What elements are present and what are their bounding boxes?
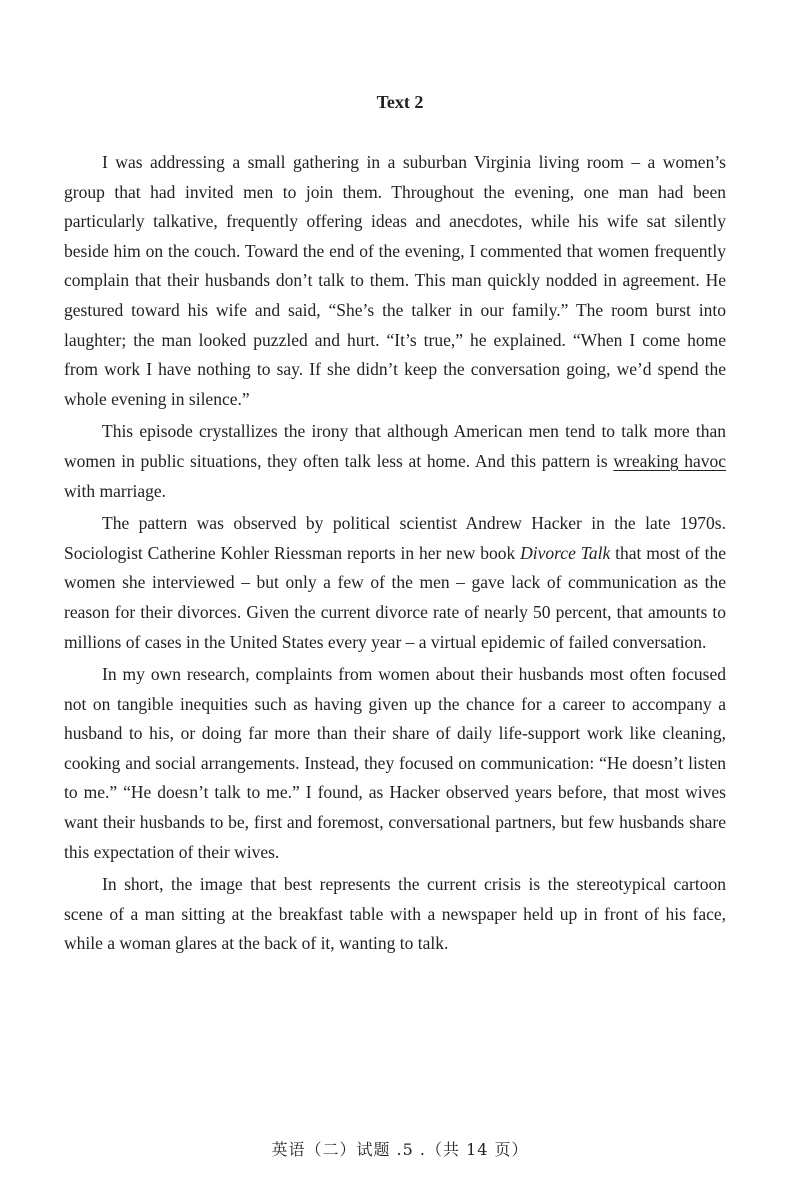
paragraph-3-text-end: that most of the women she interviewed – but only a few of the men – gave lack of communication as the reason for their divorces. Given the current divorce rate of nearly 50 percent, that amounts to millions of cases in the United States every year – a virtual epidemic of failed conversation. (64, 542, 727, 652)
paragraph-2 (64, 417, 726, 506)
section-title: Text 2 (376, 92, 424, 112)
paragraph-5: In short, the image that best represents the current crisis is the stereotypical cartoon scene of a man sitting at the breakfast table with a newspaper held up in front of his face, while a woman glares at the back of it, wanting to talk. (64, 874, 726, 954)
paragraph-1: I was addressing a small gathering in a suburban Virginia living room – a women’s group that had invited men to join them. Throughout the evening, one man had been particularly talkative, frequently offering ideas and anecdotes, while his wife sat silently beside him on the couch. Toward the end of the evening, I commented that women frequently complain that their husbands don’t talk to them. This man quickly nodded in agreement. He gestured toward his wife and said, “She’s the talker in our family.” The room burst into laughter; the man looked puzzled and hurt. “It’s true,” he explained. “When I come home from work I have nothing to say. If she didn’t keep the conversation going, we’d spend the whole evening in silence.” (64, 152, 726, 409)
underlined-phrase: wreaking havoc (613, 450, 726, 471)
paragraph-2-text-start: This episode crystallizes the irony that although American men tend to talk more than women in public situations, they often talk less at home. And this pattern is (64, 421, 726, 471)
paragraph-3 (64, 509, 726, 657)
book-title: Divorce Talk (520, 542, 611, 563)
page-footer: 英语（二）试题 .5 .（共 14 页） (271, 1140, 529, 1159)
passage-body (64, 148, 726, 962)
paragraph-3-text-start: The pattern was observed by political scientist Andrew Hacker in the late 1970s. Sociologist Catherine Kohler Riessman reports in her new book (64, 513, 726, 563)
paragraph-2-text-end: with marriage. (64, 480, 167, 501)
paragraph-4: In my own research, complaints from women about their husbands most often focused not on tangible inequities such as having given up the chance for a career to accompany a husband to his, or doing far more than their share of daily life-support work like cleaning, cooking and social arrangements. Instead, they focused on communication: “He doesn’t listen to me.” “He doesn’t talk to me.” I found, as Hacker observed years before, that most wives want their husbands to be, first and foremost, conversational partners, but few husbands share this expectation of their wives. (64, 664, 726, 862)
